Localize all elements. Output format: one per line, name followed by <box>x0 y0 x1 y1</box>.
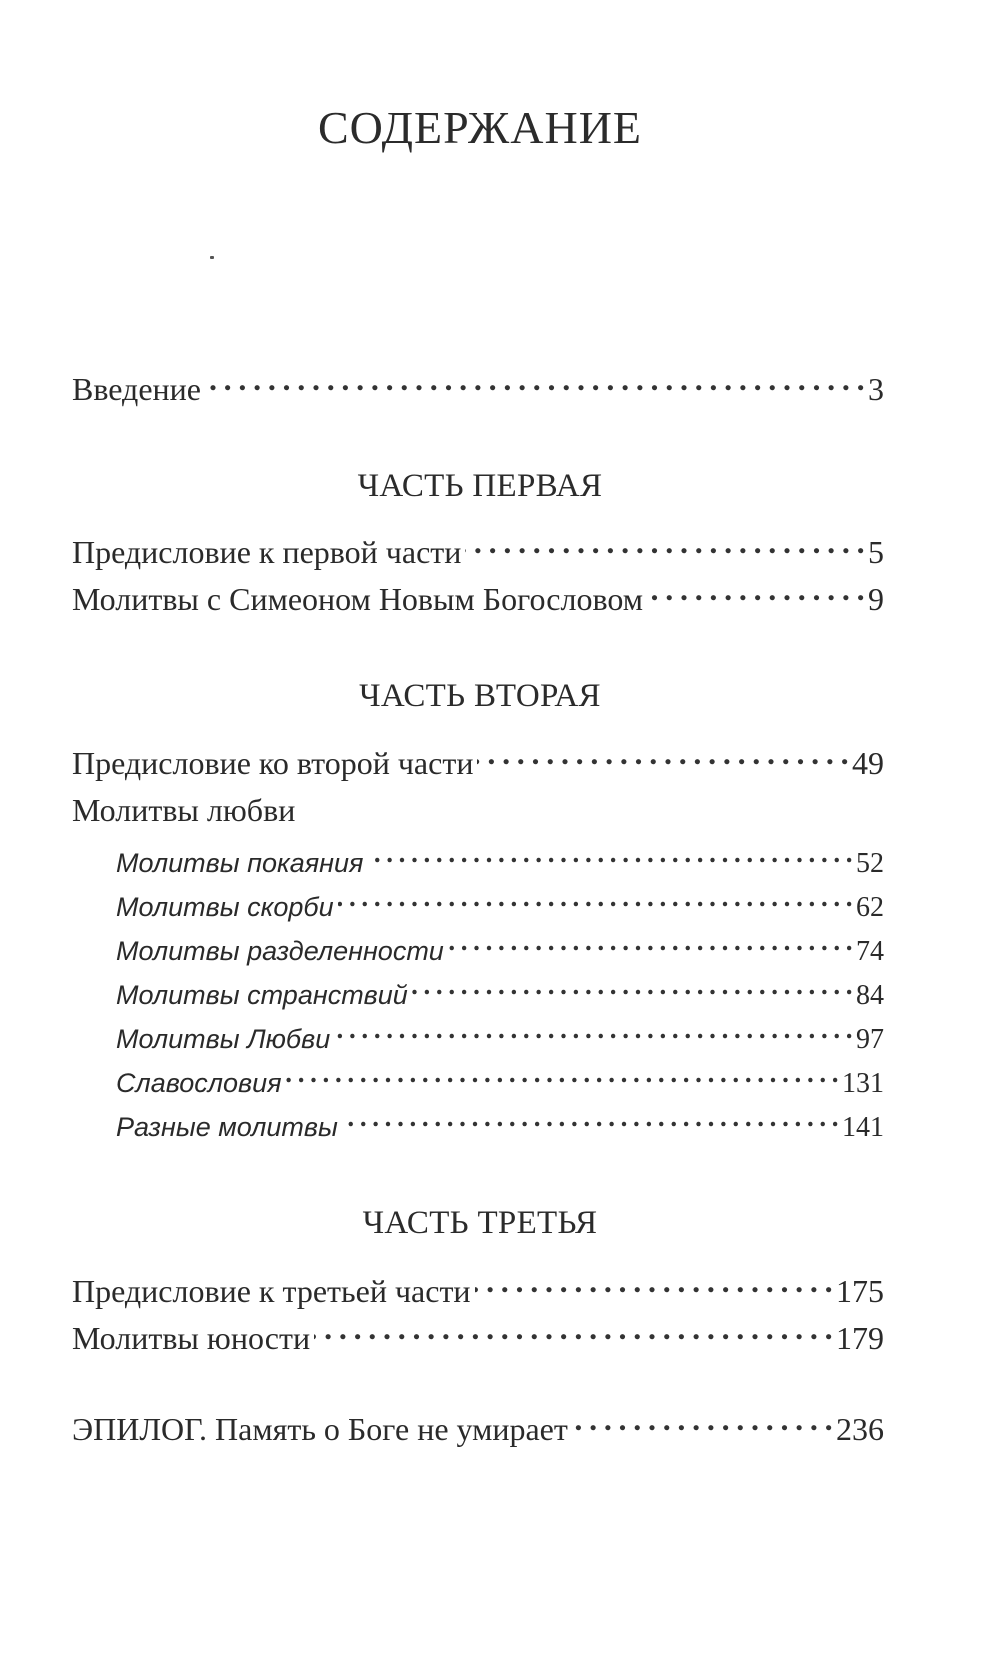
dot-leader <box>465 531 864 563</box>
toc-subentry-label: Молитвы разделенности <box>116 936 444 966</box>
dot-leader <box>338 889 852 916</box>
dot-leader <box>205 368 864 400</box>
toc-entry-epilogue[interactable] <box>72 1408 884 1449</box>
toc-entry[interactable] <box>72 1317 884 1358</box>
toc-subentry-label: Молитвы покаяния <box>116 848 364 878</box>
toc-subentry[interactable] <box>116 977 884 1014</box>
toc-subentry-label: Славословия <box>116 1068 282 1098</box>
toc-subentry[interactable] <box>116 1021 884 1058</box>
toc-subentry-page: 84 <box>856 980 884 1011</box>
dot-leader <box>477 742 848 774</box>
dot-leader <box>572 1408 832 1440</box>
toc-entry-label: Введение <box>72 371 201 407</box>
toc-entry-page: 49 <box>852 745 884 781</box>
toc-subentry-page: 52 <box>856 848 884 879</box>
toc-subentry[interactable] <box>116 1109 884 1146</box>
toc-subentry[interactable] <box>116 1065 884 1102</box>
toc-subentry-label: Молитвы скорби <box>116 892 334 922</box>
page-title: СОДЕРЖАНИЕ <box>317 102 643 153</box>
dot-leader <box>367 845 852 872</box>
toc-entry-page: 175 <box>836 1273 884 1309</box>
toc-subentry-page: 97 <box>856 1024 884 1055</box>
toc-entry-label: ЭПИЛОГ. Память о Боге не умирает <box>72 1411 568 1447</box>
toc-subentry[interactable] <box>116 933 884 970</box>
toc-entry-label: Молитвы юности <box>72 1320 311 1356</box>
dot-leader <box>647 578 864 610</box>
dot-leader <box>475 1270 832 1302</box>
toc-entry-page: 9 <box>868 581 884 617</box>
toc-subentry-page: 131 <box>842 1068 884 1099</box>
toc-entry[interactable] <box>72 742 884 783</box>
toc-subentry-page: 141 <box>842 1112 884 1143</box>
toc-subentry[interactable] <box>116 845 884 882</box>
toc-entry[interactable] <box>72 531 884 572</box>
toc-group-heading[interactable] <box>72 790 884 830</box>
toc-entry[interactable] <box>72 1270 884 1311</box>
dot-leader <box>286 1065 838 1092</box>
toc-entry-intro[interactable] <box>72 368 884 409</box>
toc-subentry-page: 74 <box>856 936 884 967</box>
toc-subentry-page: 62 <box>856 892 884 923</box>
toc-subentry-label: Разные молитвы <box>116 1112 338 1142</box>
toc-entry-label: Предисловие к третьей части <box>72 1273 471 1309</box>
dot-leader <box>342 1109 838 1136</box>
toc-entry-page: 3 <box>868 371 884 407</box>
part-heading-3: ЧАСТЬ ТРЕТЬЯ <box>362 1205 598 1241</box>
toc-entry-label: Предисловие ко второй части <box>72 745 474 781</box>
part-heading-2: ЧАСТЬ ВТОРАЯ <box>359 678 601 714</box>
dot-leader <box>412 977 852 1004</box>
dot-leader <box>334 1021 852 1048</box>
toc-entry-page: 179 <box>836 1320 884 1356</box>
dot-leader <box>314 1317 832 1349</box>
toc-entry-label: Молитвы любви <box>72 792 296 828</box>
part-heading-1: ЧАСТЬ ПЕРВАЯ <box>357 468 603 504</box>
print-speck <box>210 256 214 259</box>
toc-subentry-label: Молитвы Любви <box>116 1024 331 1054</box>
toc-entry-page: 236 <box>836 1411 884 1447</box>
toc-entry-page: 5 <box>868 534 884 570</box>
toc-subentry-label: Молитвы странствий <box>116 980 408 1010</box>
toc-entry-label: Молитвы с Симеоном Новым Богословом <box>72 581 643 617</box>
toc-entry[interactable] <box>72 578 884 619</box>
dot-leader <box>448 933 852 960</box>
toc-subentry[interactable] <box>116 889 884 926</box>
toc-entry-label: Предисловие к первой части <box>72 534 462 570</box>
